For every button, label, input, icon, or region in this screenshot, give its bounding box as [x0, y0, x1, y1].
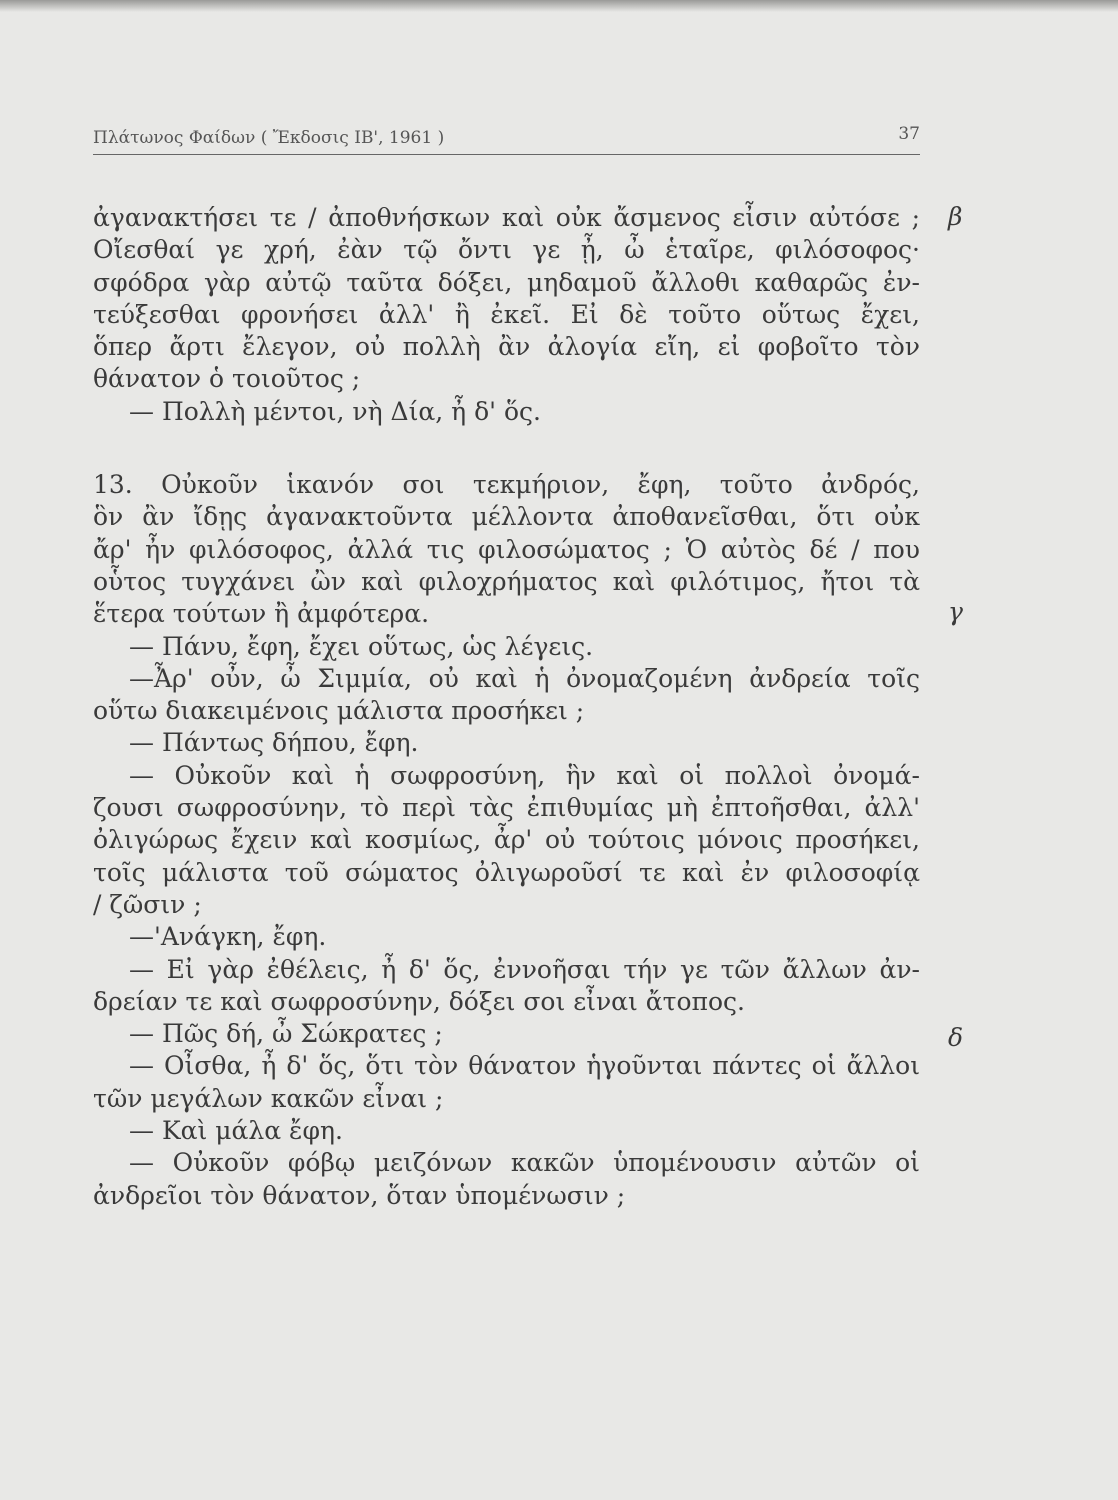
text-line: σφόδρα γὰρ αὐτῷ ταῦτα δόξει, μηδαμοῦ ἄλλοθι καθαρῶς ἐν- — [93, 267, 920, 297]
text-line: — Οὐκοῦν καὶ ἡ σωφροσύνη, ἣν καὶ οἱ πολλοὶ ὀνομά- — [129, 760, 920, 790]
text-line: — Εἰ γὰρ ἐθέλεις, ἦ δ' ὅς, ἐννοῆσαι τήν γε τῶν ἄλλων ἀν- — [129, 954, 920, 984]
text-line: θάνατον ὁ τοιοῦτος ; — [93, 364, 361, 394]
text-line: — Πάνυ, ἔφη, ἔχει οὕτως, ὡς λέγεις. — [129, 631, 594, 661]
section-gap — [93, 428, 920, 469]
text-line: —'Ανάγκη, ἔφη. — [129, 922, 327, 952]
text-line: — Οὐκοῦν φόβῳ μειζόνων κακῶν ὑπομένουσιν αὐτῶν οἱ — [129, 1148, 920, 1178]
text-line: δρείαν τε καὶ σωφροσύνην, δόξει σοι εἶναι ἄτοπος. — [93, 986, 745, 1016]
text-line: ἕτερα τούτων ἢ ἀμφότερα. — [93, 599, 430, 629]
text-line: — Πάντως δήπου, ἔφη. — [129, 728, 419, 758]
text-line: τοῖς μάλιστα τοῦ σώματος ὀλιγωροῦσί τε καὶ ἐν φιλοσοφίᾳ — [93, 857, 920, 887]
text-line: τεύξεσθαι φρονήσει ἀλλ' ἢ ἐκεῖ. Εἰ δὲ τοῦτο οὕτως ἔχει, — [93, 299, 920, 329]
margin-marker-b: β — [948, 202, 963, 231]
header-rule — [93, 154, 920, 155]
text-line: ἀνδρεῖοι τὸν θάνατον, ὅταν ὑπομένωσιν ; — [93, 1180, 626, 1210]
margin-marker-d: δ — [948, 1023, 964, 1052]
text-line: ἀγανακτήσει τε / ἀποθνήσκων καὶ οὐκ ἄσμενος εἶσιν αὐτόσε ; — [93, 203, 920, 232]
text-line: ἄρ' ἦν φιλόσοφος, ἀλλά τις φιλοσώματος ; Ὁ αὐτὸς δέ / που — [93, 534, 920, 564]
running-header — [93, 124, 920, 148]
text-line: 13. Οὐκοῦν ἱκανόν σοι τεκμήριον, ἔφη, τοῦτο ἀνδρός, — [93, 470, 920, 500]
text-line: — Πῶς δή, ὦ Σώκρατες ; — [129, 1019, 443, 1049]
text-line: — Καὶ μάλα ἔφη. — [129, 1116, 343, 1146]
text-line: Οἴεσθαί γε χρή, ἐὰν τῷ ὄντι γε ᾖ, ὦ ἑταῖρε, φιλόσοφος· — [93, 235, 920, 265]
text-line: ὀλιγώρως ἔχειν καὶ κοσμίως, ἆρ' οὐ τούτοις μόνοις προσήκει, — [93, 825, 920, 855]
text-line: —Ἆρ' οὖν, ὦ Σιμμία, οὐ καὶ ἡ ὀνομαζομένη ἀνδρεία τοῖς — [129, 663, 920, 693]
text-line: ὃν ἂν ἴδῃς ἀγανακτοῦντα μέλλοντα ἀποθανεῖσθαι, ὅτι οὐκ — [93, 502, 920, 532]
text-line: — Οἶσθα, ἦ δ' ὅς, ὅτι τὸν θάνατον ἡγοῦνται πάντες οἱ ἄλλοι — [129, 1051, 920, 1081]
text-line: τῶν μεγάλων κακῶν εἶναι ; — [93, 1083, 444, 1113]
text-line: οὕτω διακειμένοις μάλιστα προσήκει ; — [93, 696, 585, 726]
text-line: / ζῶσιν ; — [93, 889, 202, 919]
book-title: Πλάτωνος Φαίδων ( Ἔκδοσις ΙΒ', 1961 ) — [93, 128, 445, 148]
text-line: ζουσι σωφροσύνην, τὸ περὶ τὰς ἐπιθυμίας μὴ ἐπτοῆσθαι, ἀλλ' — [93, 793, 920, 823]
page-number: 37 — [898, 124, 920, 144]
text-line: οὗτος τυγχάνει ὢν καὶ φιλοχρήματος καὶ φιλότιμος, ἤτοι τὰ — [93, 566, 920, 596]
main-text — [93, 202, 920, 1212]
page-edge-shadow — [0, 0, 1118, 12]
text-line: ὅπερ ἄρτι ἔλεγον, οὐ πολλὴ ἂν ἀλογία εἴη, εἰ φοβοῖτο τὸν — [93, 332, 920, 362]
text-line: — Πολλὴ μέντοι, νὴ Δία, ἦ δ' ὅς. — [129, 396, 541, 426]
margin-marker-g: γ — [948, 597, 963, 626]
